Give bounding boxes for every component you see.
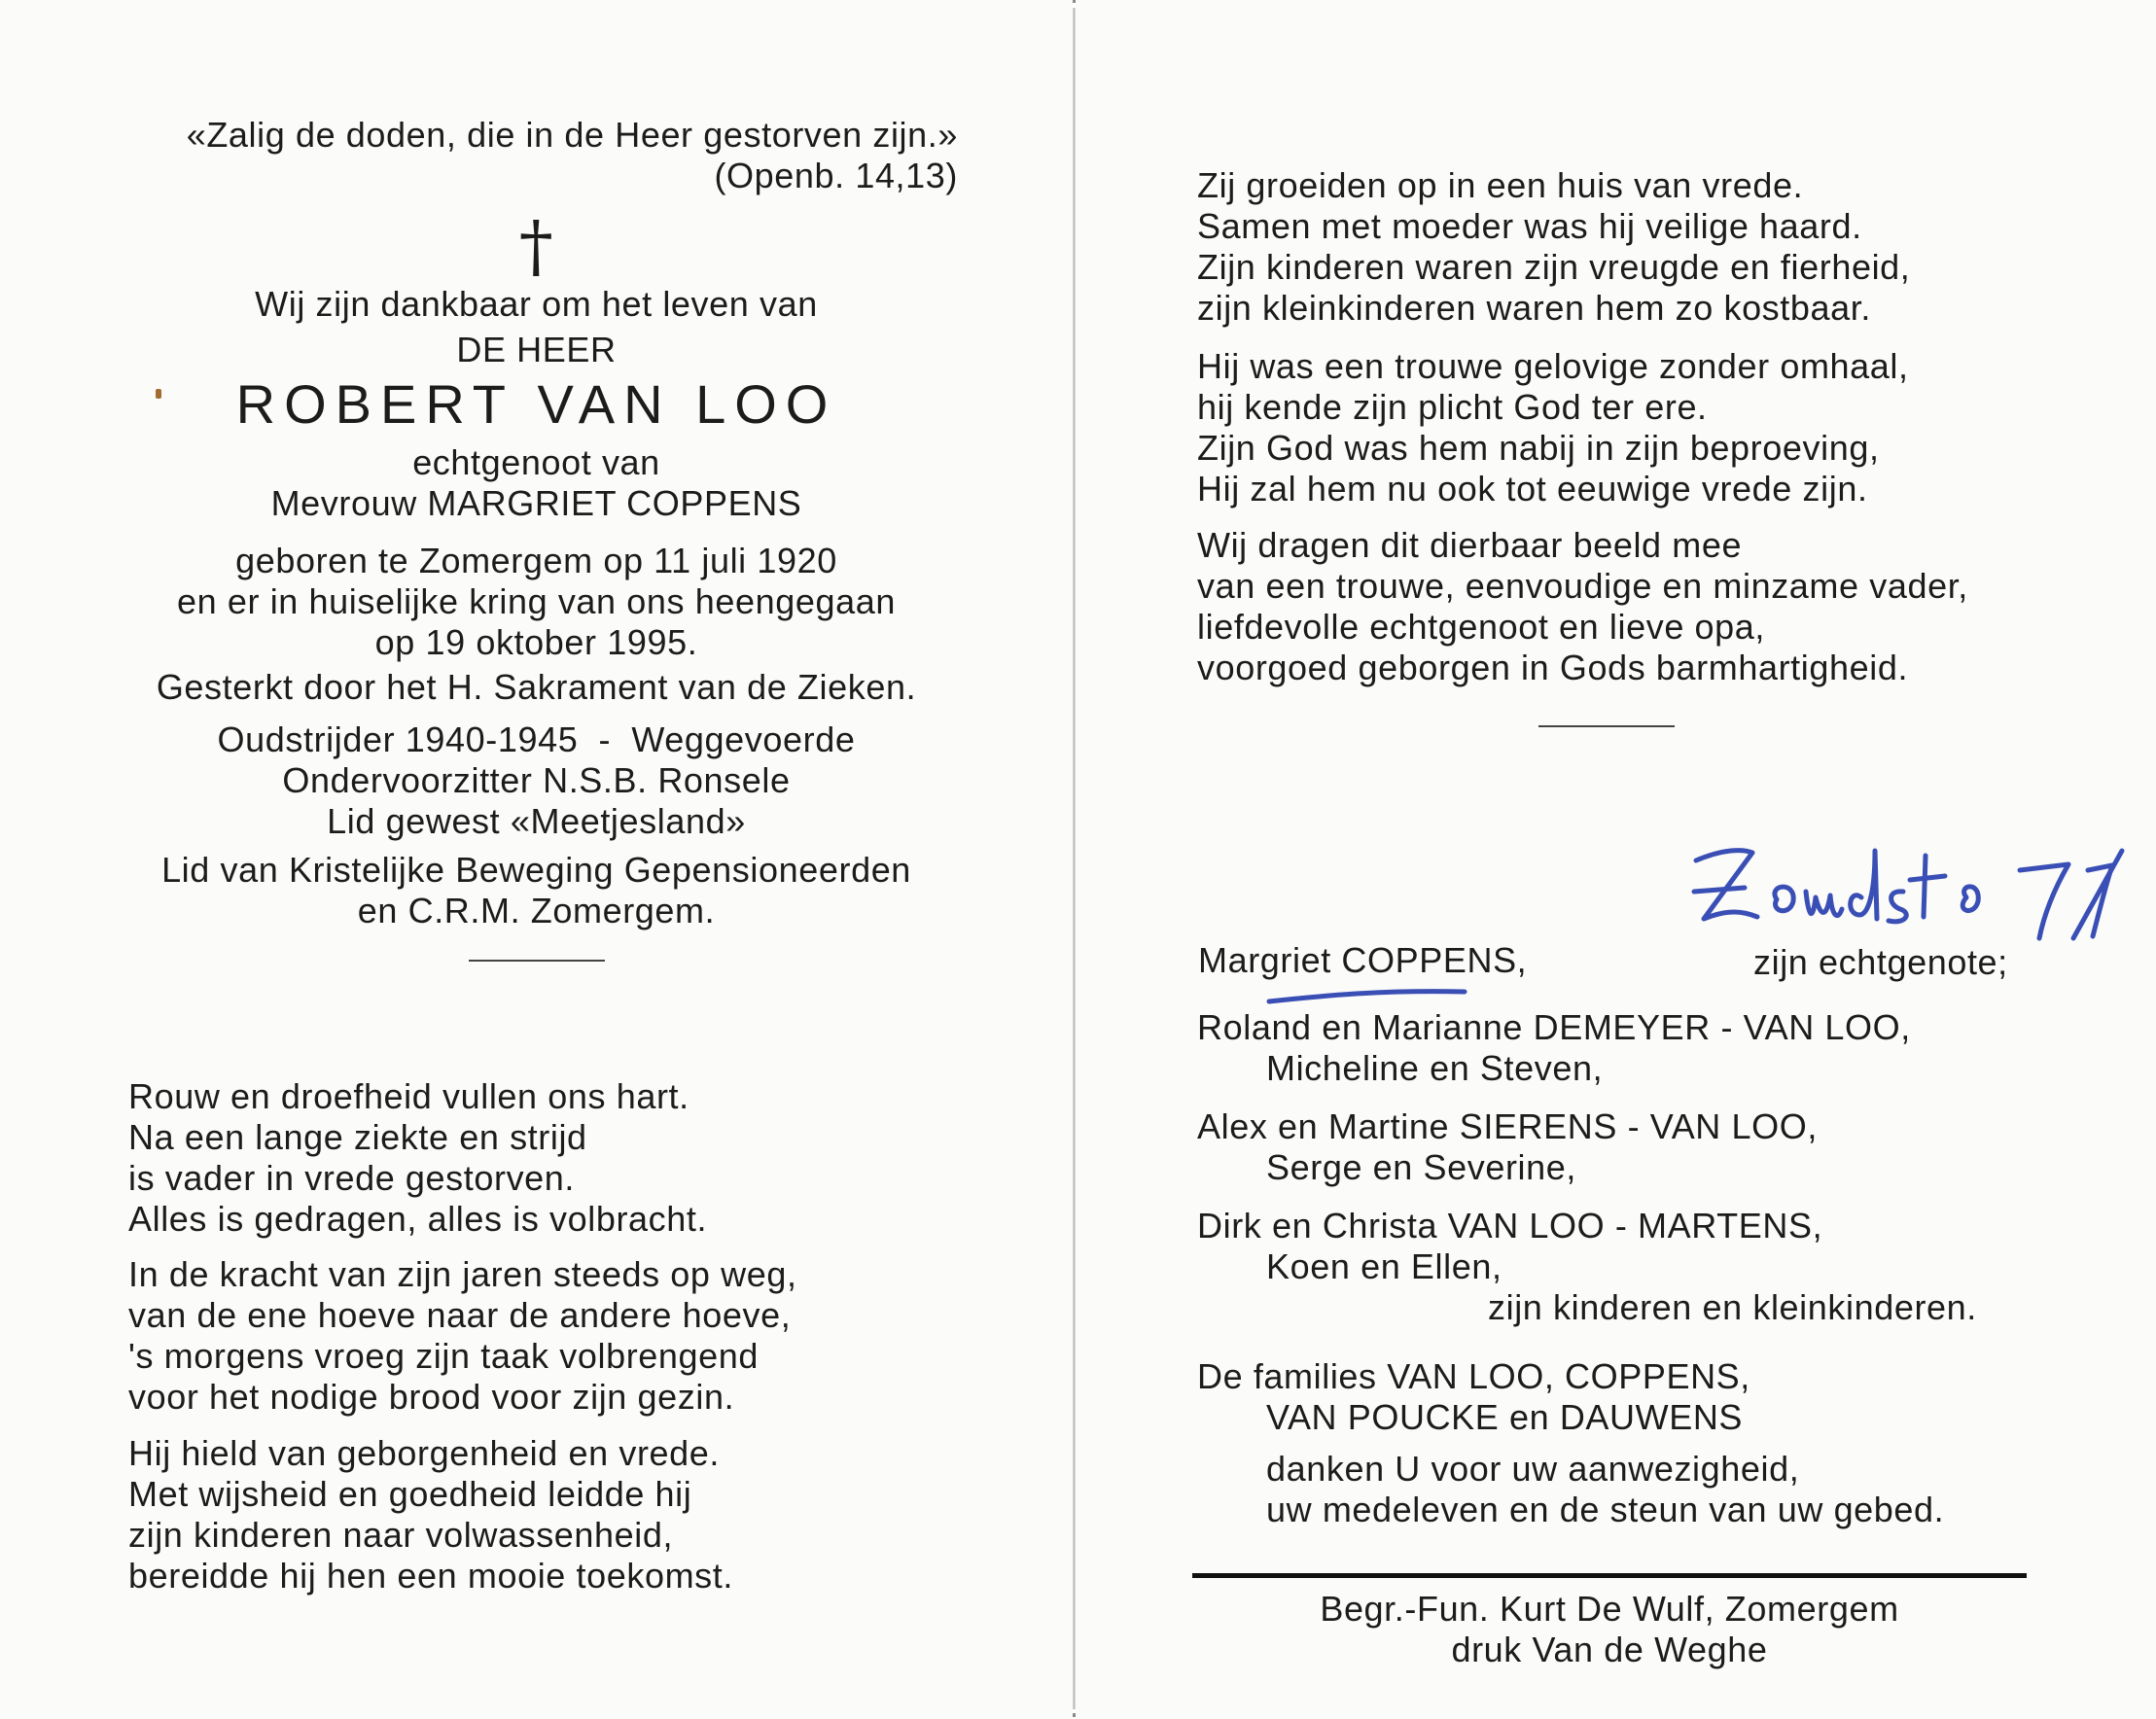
child-family-2: Alex en Martine SIERENS - VAN LOO, [1197, 1106, 1818, 1146]
poem-line: Hij hield van geborgenheid en vrede. [128, 1433, 721, 1473]
poem-line: bereidde hij hen een mooie toekomst. [128, 1556, 733, 1596]
veteran-line: Oudstrijder 1940-1945 - Weggevoerde [217, 719, 856, 759]
printer-line: druk Van de Weghe [1451, 1630, 1768, 1669]
poem-line: van een trouwe, eenvoudige en minzame vader, [1197, 566, 1968, 606]
spouse-label: echtgenoot van [412, 442, 660, 482]
poem-line: voor het nodige brood voor zijn gezin. [128, 1377, 735, 1417]
cross-icon: † [518, 206, 554, 286]
thanks-line-1: danken U voor uw aanwezigheid, [1266, 1449, 1800, 1489]
poem-line: Hij zal hem nu ook tot eeuwige vrede zijn. [1197, 469, 1868, 509]
section-divider [469, 960, 605, 962]
role-line-2: Lid gewest «Meetjesland» [327, 801, 746, 841]
title-line: DE HEER [456, 330, 617, 369]
child-family-3: Dirk en Christa VAN LOO - MARTENS, [1197, 1206, 1823, 1245]
handwritten-annotation [1684, 831, 2141, 958]
families-line-2: VAN POUCKE en DAUWENS [1266, 1397, 1744, 1437]
left-page [0, 0, 1073, 1719]
poem-line: is vader in vrede gestorven. [128, 1158, 576, 1198]
death-line-1: en er in huiselijke kring van ons heengegaan [177, 581, 896, 621]
children-label: zijn kinderen en kleinkinderen. [1488, 1287, 1977, 1327]
poem-line: voorgoed geborgen in Gods barmhartigheid. [1197, 648, 1909, 687]
poem-line: Na een lange ziekte en strijd [128, 1117, 587, 1157]
poem-line: zijn kleinkinderen waren hem zo kostbaar. [1197, 288, 1871, 328]
intro-line: Wij zijn dankbaar om het leven van [255, 284, 818, 324]
poem-line: Zijn kinderen waren zijn vreugde en fierheid, [1197, 247, 1911, 287]
birth-line: geboren te Zomergem op 11 juli 1920 [235, 541, 837, 580]
sacrament-line: Gesterkt door het H. Sakrament van de Zieken. [156, 667, 917, 707]
grandchildren-2: Serge en Severine, [1266, 1147, 1576, 1187]
role-line-1: Ondervoorzitter N.S.B. Ronsele [282, 760, 791, 800]
spouse-role: zijn echtgenote; [1753, 942, 2008, 982]
handwritten-underline [1265, 980, 1469, 1009]
poem-line: 's morgens vroeg zijn taak volbrengend [128, 1336, 760, 1376]
poem-line: Samen met moeder was hij veilige haard. [1197, 206, 1862, 246]
poem-line: Hij was een trouwe gelovige zonder omhaal, [1197, 346, 1909, 386]
poem-line: Alles is gedragen, alles is volbracht. [128, 1199, 708, 1239]
poem-line: van de ene hoeve naar de andere hoeve, [128, 1295, 792, 1335]
poem-line: Rouw en droefheid vullen ons hart. [128, 1076, 689, 1116]
poem-line: Zijn God was hem nabij in zijn beproeving, [1197, 428, 1880, 468]
deceased-name: ROBERT VAN LOO [235, 373, 837, 435]
thanks-line-2: uw medeleven en de steun van uw gebed. [1266, 1490, 1945, 1529]
role-line-4: en C.R.M. Zomergem. [357, 891, 716, 930]
poem-line: Met wijsheid en goedheid leidde hij [128, 1474, 692, 1514]
grandchildren-3: Koen en Ellen, [1266, 1246, 1502, 1286]
undertaker-line: Begr.-Fun. Kurt De Wulf, Zomergem [1320, 1589, 1899, 1629]
section-divider [1538, 725, 1675, 727]
poem-line: In de kracht van zijn jaren steeds op weg, [128, 1254, 797, 1294]
child-family-1: Roland en Marianne DEMEYER - VAN LOO, [1197, 1007, 1911, 1047]
poem-line: hij kende zijn plicht God ter ere. [1197, 387, 1708, 427]
spouse-name: Mevrouw MARGRIET COPPENS [270, 483, 802, 523]
death-line-2: op 19 oktober 1995. [374, 622, 698, 662]
poem-line: Zij groeiden op in een huis van vrede. [1197, 165, 1804, 205]
poem-line: zijn kinderen naar volwassenheid, [128, 1515, 674, 1555]
bible-reference: (Openb. 14,13) [714, 156, 958, 195]
right-page [1076, 0, 2156, 1719]
families-line-1: De families VAN LOO, COPPENS, [1197, 1356, 1750, 1396]
poem-line: liefdevolle echtgenoot en lieve opa, [1197, 607, 1766, 647]
spouse-name: Margriet COPPENS, [1198, 940, 1528, 980]
grandchildren-1: Micheline en Steven, [1266, 1048, 1604, 1088]
role-line-3: Lid van Kristelijke Beweging Gepensioneerden [161, 850, 911, 890]
poem-line: Wij dragen dit dierbaar beeld mee [1197, 525, 1743, 565]
footer-rule [1192, 1573, 2027, 1578]
bible-quote: «Zalig de doden, die in de Heer gestorven zijn.» [186, 115, 958, 155]
